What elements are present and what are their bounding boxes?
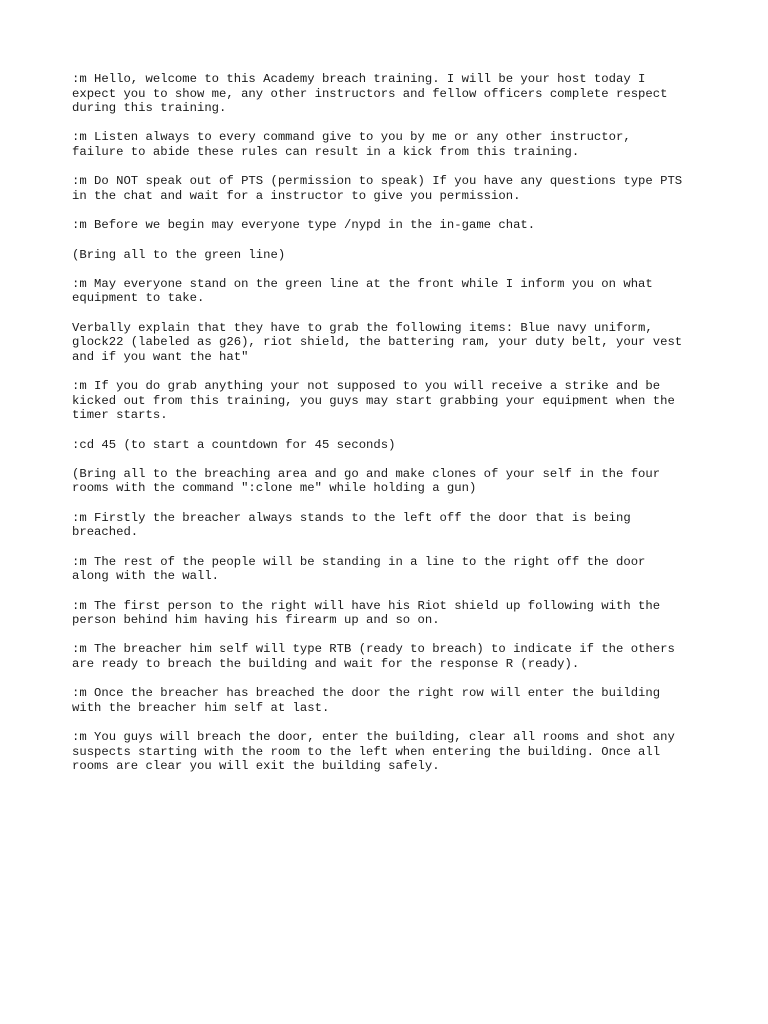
paragraph-rtb: :m The breacher him self will type RTB (ready to breach) to indicate if the others are ready to breach the building and wait for the response R (ready). [72, 642, 675, 671]
paragraph-pts: :m Do NOT speak out of PTS (permission to speak) If you have any questions type PTS in the chat and wait for a instructor to give you permission. [72, 174, 683, 203]
paragraph-clones: (Bring all to the breaching area and go and make clones of your self in the four rooms with the command ":clone me" while holding a gun) [72, 466, 661, 496]
paragraph-enter: :m Once the breacher has breached the door the right row will enter the building with the breacher him self at last. [72, 686, 661, 715]
document-body [72, 72, 712, 789]
paragraph-welcome: :m Hello, welcome to this Academy breach training. I will be your host today I expect you to show me, any other instructors and fellow officers complete respect during this training. [72, 72, 668, 116]
paragraph-riot-shield: :m The first person to the right will have his Riot shield up following with the person behind him having his firearm up and so on. [72, 598, 661, 628]
paragraph-breacher-left: :m Firstly the breacher always stands to the left off the door that is being breached. [72, 510, 631, 540]
paragraph-countdown: :cd 45 (to start a countdown for 45 seconds) [72, 437, 396, 452]
paragraph-green-line: (Bring all to the green line) [72, 247, 286, 262]
paragraph-clear-rooms: :m You guys will breach the door, enter the building, clear all rooms and shot any suspects starting with the room to the left when entering the building. Once all rooms are clear you will exit the building safely. [72, 730, 675, 774]
paragraph-stand-line: :m May everyone stand on the green line at the front while I inform you on what equipment to take. [72, 276, 653, 306]
paragraph-listen: :m Listen always to every command give to you by me or any other instructor, failure to abide these rules can result in a kick from this training. [72, 130, 631, 160]
paragraph-nypd: :m Before we begin may everyone type /nypd in the in-game chat. [72, 218, 536, 233]
paragraph-line-right: :m The rest of the people will be standing in a line to the right off the door along with the wall. [72, 554, 646, 584]
paragraph-strike: :m If you do grab anything your not supposed to you will receive a strike and be kicked out from this training, you guys may start grabbing your equipment when the timer starts. [72, 379, 675, 423]
paragraph-equipment: Verbally explain that they have to grab the following items: Blue navy uniform, glock22 (labeled as g26), riot shield, the battering ram, your duty belt, your vest and if you want the hat" [72, 320, 683, 364]
